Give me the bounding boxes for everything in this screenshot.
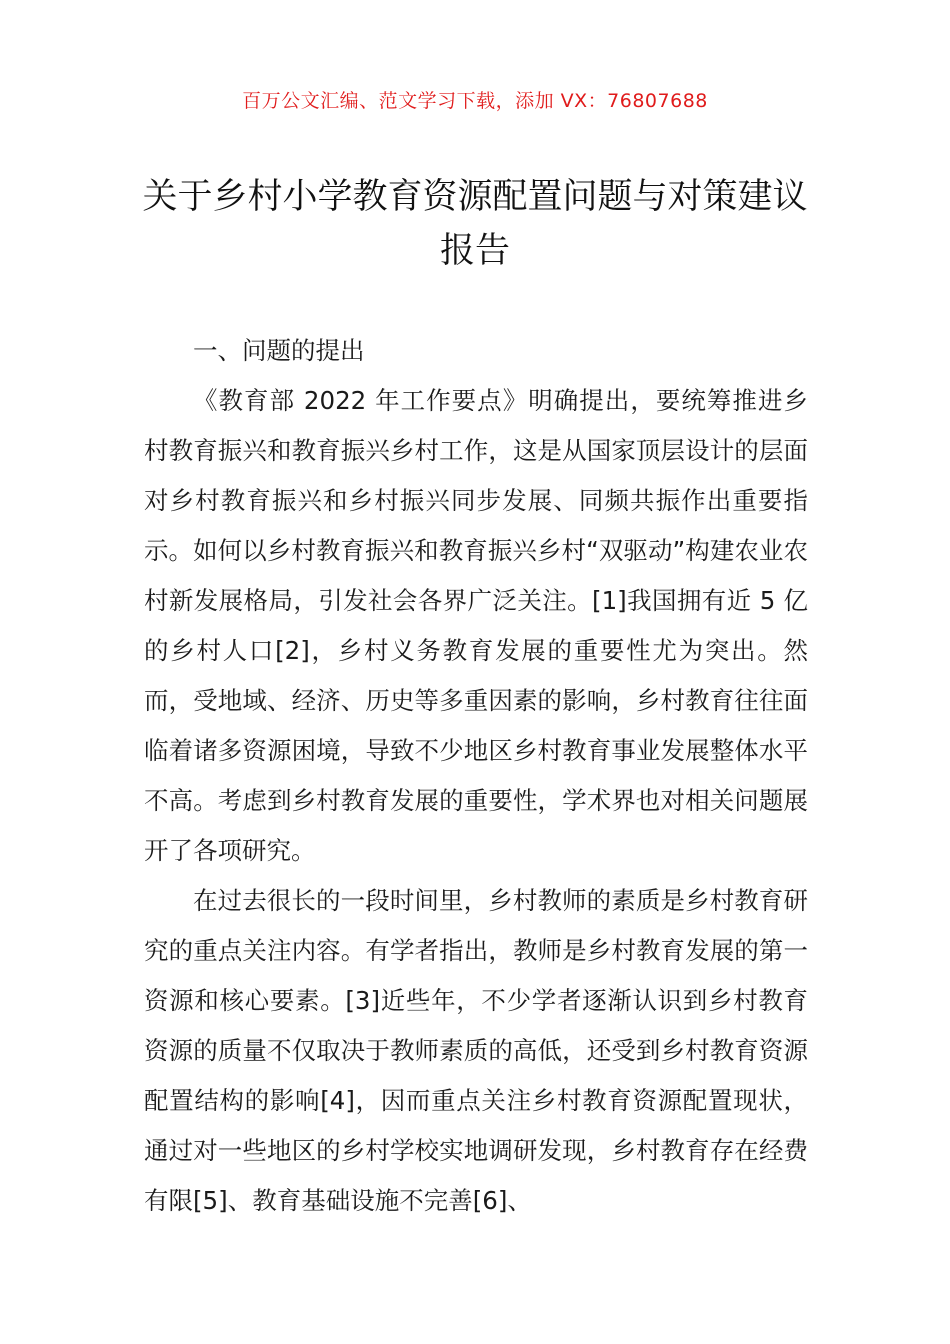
body-paragraph: 《教育部 2022 年工作要点》明确提出，要统筹推进乡村教育振兴和教育振兴乡村工作，这是从国家顶层设计的层面对乡村教育振兴和乡村振兴同步发展、同频共振作出重要指示。如何以乡村教育振兴和教育振兴乡村“双驱动”构建农业农村新发展格局，引发社会各界广泛关注。[1]我国拥有近 5 亿的乡村人口[2]，乡村义务教育发展的重要性尤为突出。然而，受地域、经济、历史等多重因素的影响，乡村教育往往面临着诸多资源困境，导致不少地区乡村教育事业发展整体水平不高。考虑到乡村教育发展的重要性，学术界也对相关问题展开了各项研究。 [144, 386, 808, 865]
document-body [144, 326, 808, 1226]
document-title: 关于乡村小学教育资源配置问题与对策建议报告 [142, 177, 808, 271]
body-paragraph: 在过去很长的一段时间里，乡村教师的素质是乡村教育研究的重点关注内容。有学者指出，教师是乡村教育发展的第一资源和核心要素。[3]近些年，不少学者逐渐认识到乡村教育资源的质量不仅取决于教师素质的高低，还受到乡村教育资源配置结构的影响[4]，因而重点关注乡村教育资源配置现状，通过对一些地区的乡村学校实地调研发现，乡村教育存在经费有限[5]、教育基础设施不完善[6]、 [144, 886, 808, 1215]
promo-banner: 百万公文汇编、范文学习下载，添加 VX：76807688 [242, 90, 708, 112]
section-heading: 一、问题的提出 [193, 336, 365, 365]
